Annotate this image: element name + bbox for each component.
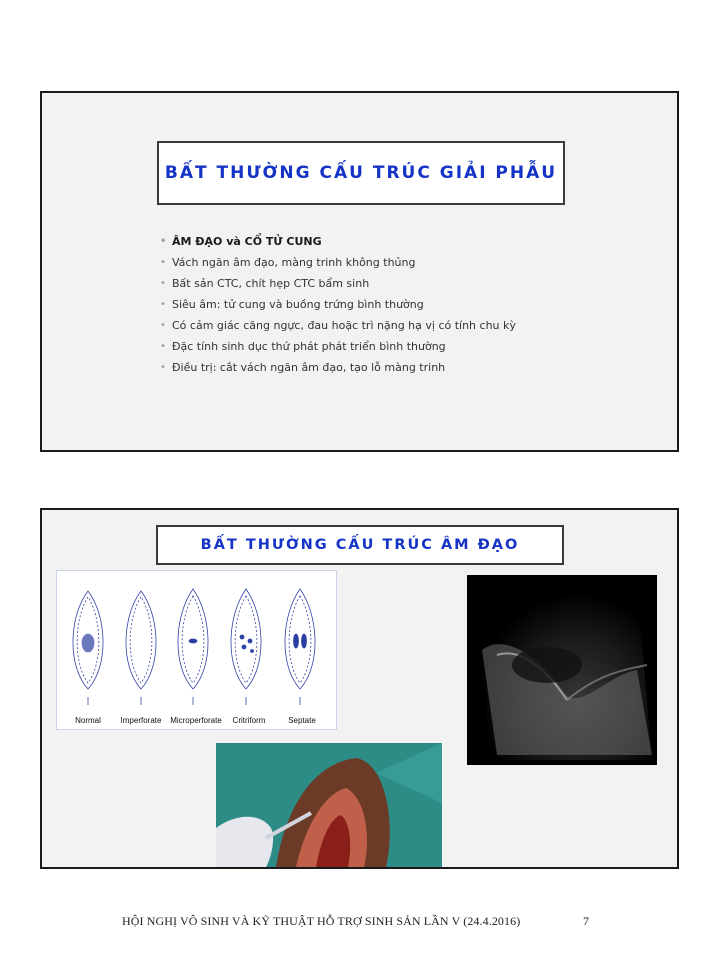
hymen-types-diagram [56, 570, 337, 730]
diagram-label: Critriform [232, 716, 266, 725]
bullet-icon: • [160, 236, 167, 247]
bullet-item: • Có cảm giác căng ngực, đau hoặc trì nặng hạ vị có tính chu kỳ [160, 319, 516, 332]
footer-text: HỘI NGHỊ VÔ SINH VÀ KỸ THUẬT HỖ TRỢ SINH SẢN LẦN V (24.4.2016) [122, 914, 521, 928]
bullet-item: • Vách ngăn âm đạo, màng trinh không thủng [160, 256, 416, 269]
bullet-item: • Siêu âm: tử cung và buồng trứng bình thường [160, 298, 424, 311]
bullet-icon: • [160, 257, 166, 268]
bullet-item: • Điều trị: cắt vách ngăn âm đạo, tạo lỗ màng trinh [160, 361, 446, 374]
diagram-label: Microperforate [170, 716, 222, 725]
diagram-label: Imperforate [120, 716, 162, 725]
normal-drawing [73, 591, 103, 705]
bullet-icon: • [160, 362, 166, 373]
slide-1-bullet-list [160, 233, 516, 380]
diagram-label: Septate [288, 716, 316, 725]
bullet-icon: • [160, 299, 166, 310]
slide-2-title: BẤT THƯỜNG CẤU TRÚC ÂM ĐẠO [156, 525, 564, 565]
bullet-item: • Đặc tính sinh dục thứ phát phát triển bình thường [160, 340, 446, 353]
bullet-item: • ÂM ĐẠO và CỔ TỬ CUNG [160, 235, 322, 248]
slide-2 [40, 508, 679, 869]
page-number: 7 [583, 914, 589, 928]
ultrasound-image [467, 575, 657, 765]
surgery-photo [216, 743, 442, 867]
slide-1-title: BẤT THƯỜNG CẤU TRÚC GIẢI PHẪU [157, 141, 565, 205]
bullet-icon: • [160, 320, 166, 331]
slide-1 [40, 91, 679, 452]
bullet-item: • Bất sản CTC, chít hẹp CTC bẩm sinh [160, 277, 370, 290]
bullet-icon: • [160, 341, 166, 352]
diagram-label: Normal [75, 716, 101, 725]
bullet-icon: • [160, 278, 166, 289]
